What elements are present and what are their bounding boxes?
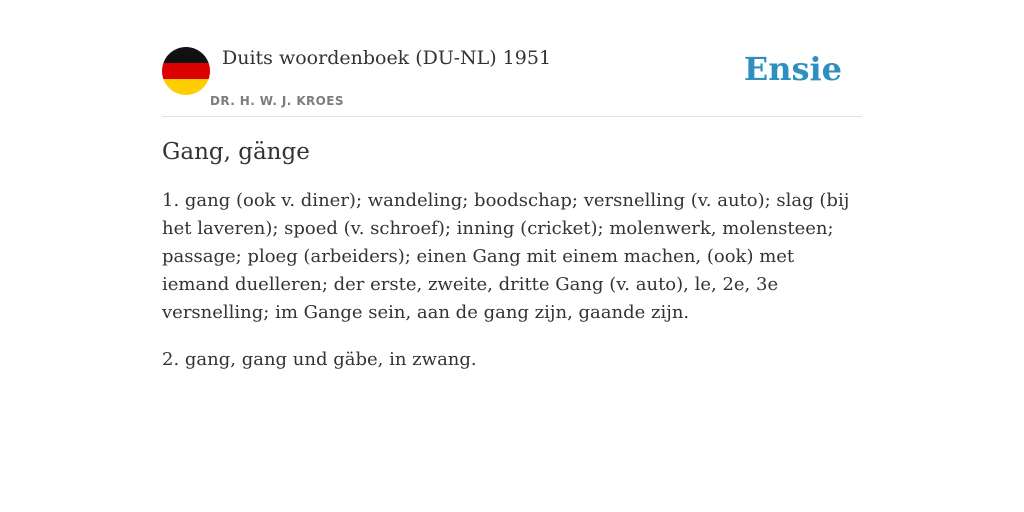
definition-1: 1. gang (ook v. diner); wandeling; boodschap; versnelling (v. auto); slag (bij het laveren); spoed (v. schroef); inning (cricket); molenwerk, molensteen; passage; ploeg (arbeiders); einen Gang mit einem machen, (ook) met iemand duelleren; der erste, zweite, dritte Gang (v. auto), le, 2e, 3e versnelling; im Gange sein, aan de gang zijn, gaande zijn. xyxy=(162,190,850,323)
entry-headword: Gang, gänge xyxy=(162,139,310,165)
flag-stripe-black xyxy=(162,47,210,63)
dictionary-card xyxy=(162,44,862,393)
flag-stripe-gold xyxy=(162,79,210,95)
dictionary-entry xyxy=(162,117,862,374)
germany-flag-icon xyxy=(162,47,210,95)
source-title[interactable]: Duits woordenboek (DU-NL) 1951 xyxy=(222,47,552,69)
definition-2: 2. gang, gang und gäbe, in zwang. xyxy=(162,349,477,370)
ensie-logo[interactable]: Ensie xyxy=(743,50,842,88)
source-header xyxy=(162,44,862,117)
flag-stripe-red xyxy=(162,63,210,79)
source-author: DR. H. W. J. KROES xyxy=(210,94,344,108)
